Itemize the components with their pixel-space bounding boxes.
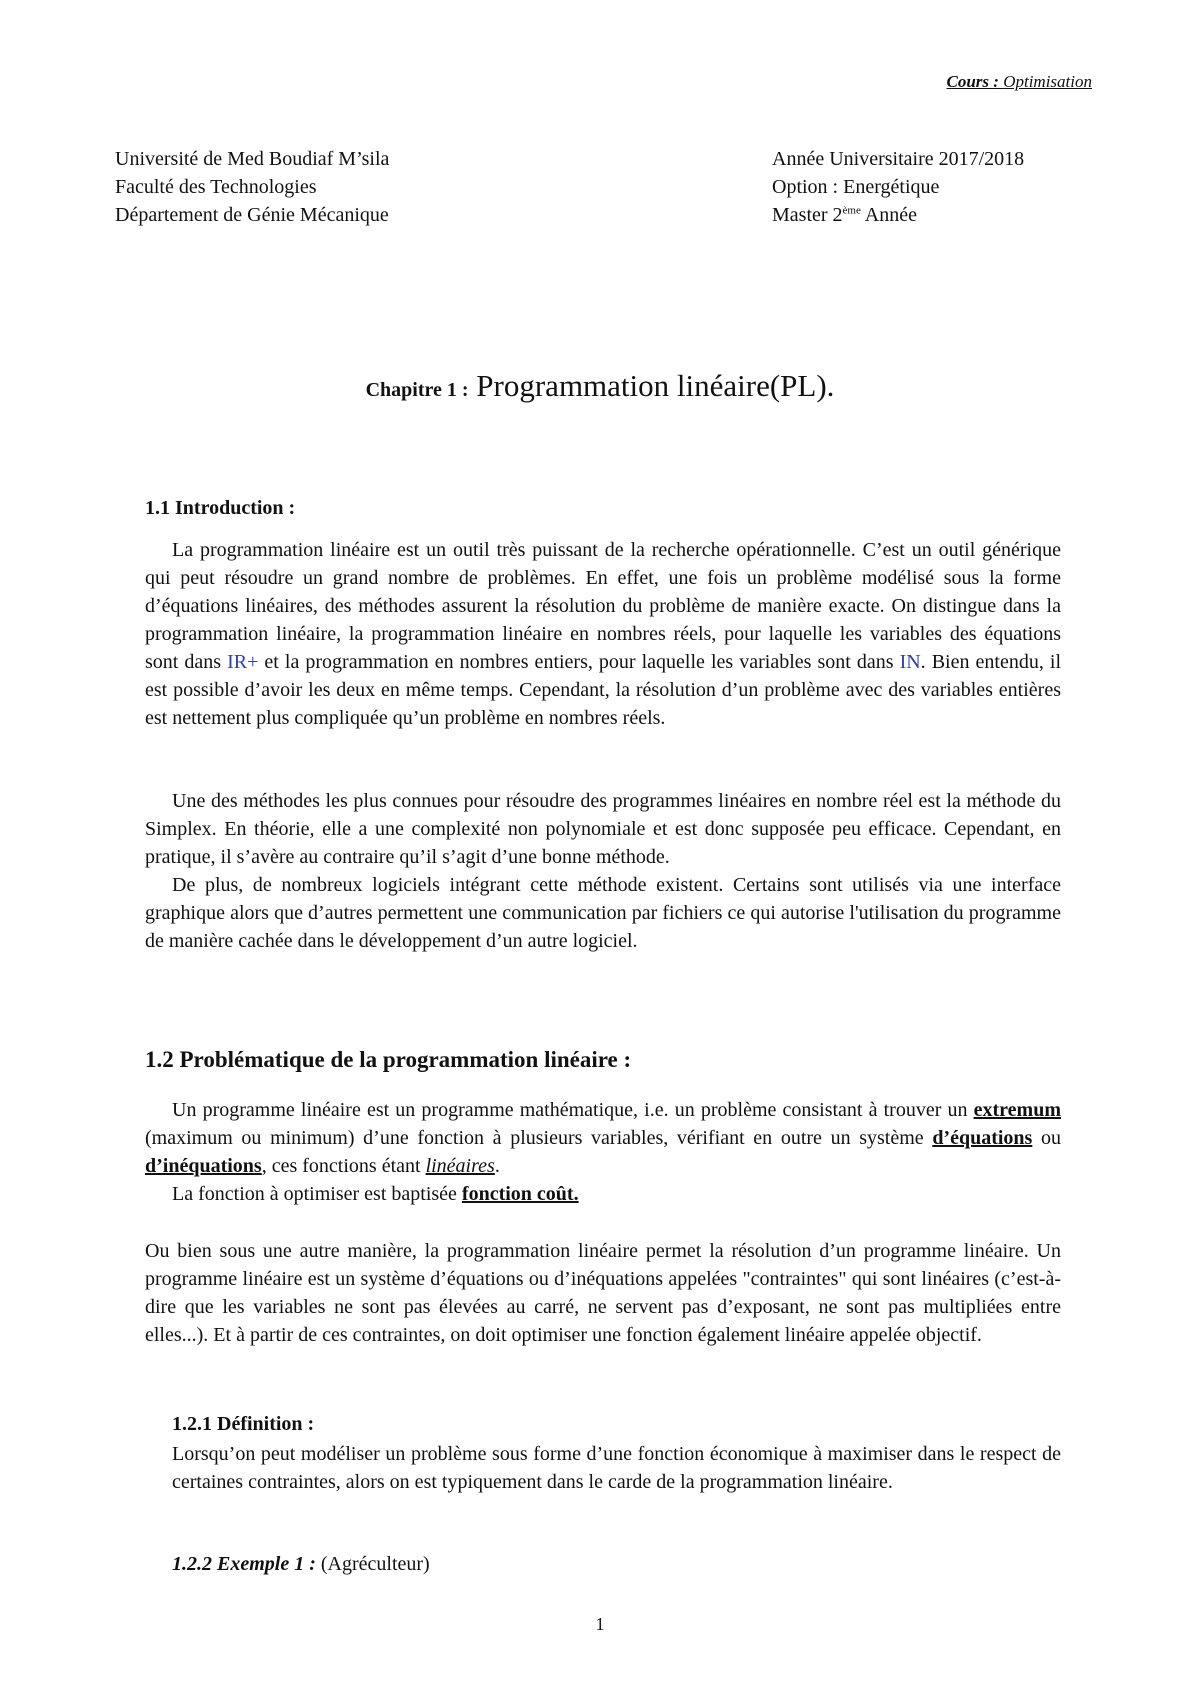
master-level: Master 2ème Année bbox=[772, 204, 917, 226]
cost-function-term: fonction coût. bbox=[461, 1183, 579, 1205]
university-name: Université de Med Boudiaf M’sila bbox=[115, 148, 390, 170]
in-symbol: IN bbox=[899, 651, 921, 673]
cost-function-line: La fonction à optimiser est baptisée fonction coût. bbox=[172, 1183, 579, 1205]
chapter-name: Programmation linéaire(PL). bbox=[468, 368, 835, 403]
inequations-term: d’inéquations bbox=[145, 1155, 262, 1177]
academic-year: Année Universitaire 2017/2018 bbox=[772, 148, 1025, 170]
chapter-title bbox=[0, 368, 1200, 404]
section-1-2-heading: 1.2 Problématique de la programmation linéaire : bbox=[145, 1047, 632, 1072]
intro-paragraph-3: De plus, de nombreux logiciels intégrant cette méthode existent. Certains sont utilisés via une interface graphique alors que d’autres permettent une communication par fichiers ce qui autorise l'utilisation du programme de manière cachée dans le développement d’un autre logiciel. bbox=[145, 874, 1061, 952]
chapter-number: Chapitre 1 : bbox=[365, 379, 469, 401]
institution-block bbox=[115, 145, 389, 229]
option-label: Option : Energétique bbox=[772, 176, 940, 198]
faculty-name: Faculté des Technologies bbox=[115, 176, 317, 198]
intro-paragraph-1: La programmation linéaire est un outil très puissant de la recherche opérationnelle. C’est un outil générique qui peut résoudre un grand nombre de problèmes. En effet, une fois un problème modélisé sous la forme d’équations linéaires, des méthodes assurent la résolution du problème de manière exacte. On distingue dans la programmation linéaire, la programmation linéaire en nombres réels, pour laquelle les variables des équations sont dans IR+ et la programmation en nombres entiers, pour laquelle les variables sont dans IN. Bien entendu, il est possible d’avoir les deux en même temps. Cependant, la résolution d’un problème avec des variables entières est nettement plus compliquée qu’un problème en nombres réels. bbox=[145, 539, 1062, 729]
section-1-2-1-heading: 1.2.1 Définition : bbox=[172, 1413, 315, 1435]
extremum-term: extremum bbox=[973, 1099, 1061, 1121]
course-label: Cours : Optimisation bbox=[946, 72, 1092, 91]
ir-plus-symbol: IR+ bbox=[227, 651, 259, 673]
lineaires-term: linéaires bbox=[425, 1155, 495, 1177]
intro-paragraph-2: Une des méthodes les plus connues pour résoudre des programmes linéaires en nombre réel est la méthode du Simplex. En théorie, elle a une complexité non polynomiale et est donc supposée peu efficace. Cependant, en pratique, il s’avère au contraire qu’il s’agit d’une bonne méthode. De plus, de nombreux logiciels intégrant cette méthode existent. Certains sont utilisés via une interface graphique alors que d’autres permettent une communication par fichiers ce qui autorise l'utilisation du programme de manière cachée dans le développement d’un autre logiciel. bbox=[145, 787, 1061, 955]
problem-paragraph-1: Un programme linéaire est un programme mathématique, i.e. un problème consistant à trouver un extremum (maximum ou minimum) d’une fonction à plusieurs variables, vérifiant en outre un système d’équations ou d’inéquations, ces fonctions étant linéaires. La fonction à optimiser est baptisée fonction coût. bbox=[145, 1096, 1061, 1208]
definition-paragraph: Lorsqu’on peut modéliser un problème sous forme d’une fonction économique à maximiser dans le respect de certaines contraintes, alors on est typiquement dans le carde de la programmation linéaire. bbox=[172, 1443, 1061, 1493]
equations-term: d’équations bbox=[932, 1127, 1033, 1149]
section-1-1-heading: 1.1 Introduction : bbox=[145, 497, 296, 519]
problem-paragraph-2: Ou bien sous une autre manière, la programmation linéaire permet la résolution d’un programme linéaire. Un programme linéaire est un système d’équations ou d’inéquations appelées "contraintes" qui sont linéaires (c’est-à-dire que les variables ne sont pas élevées au carré, ne servent pas d’exposant, ne sont pas multipliées entre elles...). Et à partir de ces contraintes, on doit optimiser une fonction également linéaire appelée objectif. bbox=[145, 1240, 1061, 1346]
department-name: Département de Génie Mécanique bbox=[115, 204, 389, 226]
course-name: Optimisation bbox=[1003, 72, 1092, 91]
academic-info-block bbox=[772, 145, 1024, 229]
page-number: 1 bbox=[595, 1614, 605, 1634]
section-1-2-2-heading: 1.2.2 Exemple 1 : (Agréculteur) bbox=[172, 1553, 430, 1575]
